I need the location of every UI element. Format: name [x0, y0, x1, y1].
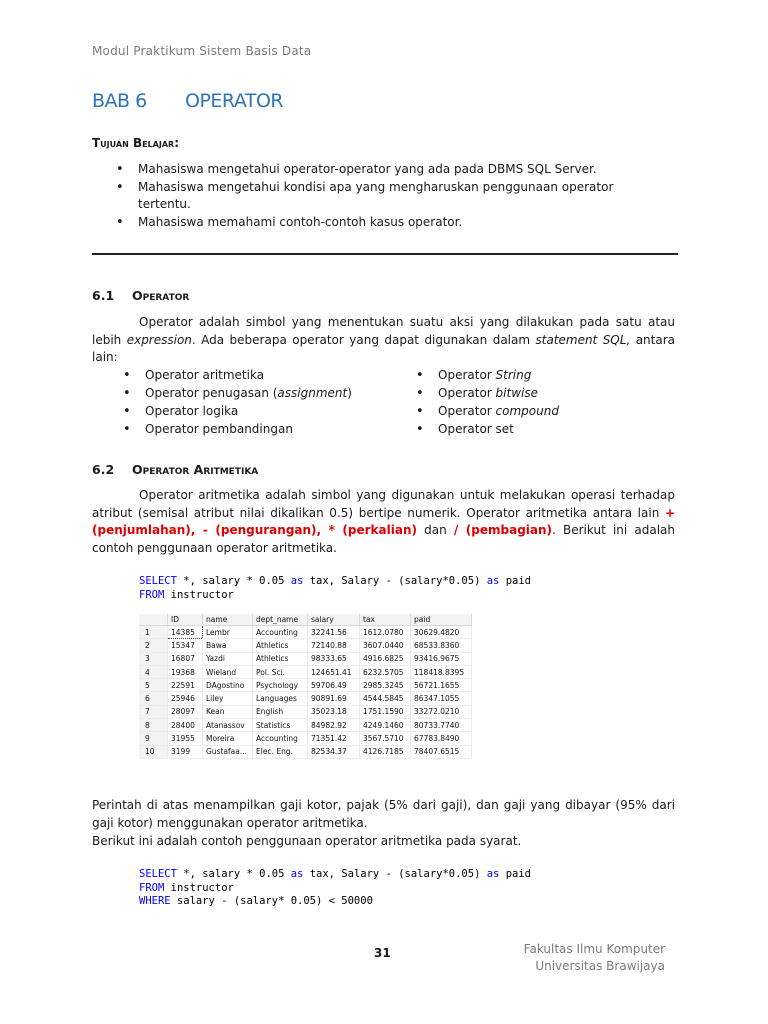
list-item: • Operator aritmetika: [123, 367, 383, 384]
table-cell: 15347: [168, 639, 203, 652]
table-cell: Moreira: [203, 732, 253, 745]
table-cell: Accounting: [253, 626, 308, 639]
sql-code-block-2: [139, 868, 531, 909]
table-row: [139, 639, 472, 652]
text-run: / (pembagian): [453, 523, 553, 537]
table-cell: 1612.0780: [360, 626, 411, 639]
code-keyword: as: [290, 575, 304, 587]
table-row: [139, 679, 472, 692]
table-cell: 71351.42: [308, 732, 360, 745]
code-keyword: SELECT: [139, 575, 177, 587]
table-row: [139, 652, 472, 665]
table-cell: 90891.69: [308, 692, 360, 705]
column-header: [139, 614, 168, 626]
table-cell: 84982.92: [308, 719, 360, 732]
column-header: tax: [360, 614, 411, 626]
list-item: • Operator logika: [123, 403, 383, 420]
table-row: [139, 626, 472, 639]
result-header-row: [139, 614, 472, 626]
row-number-cell: 8: [139, 719, 168, 732]
code-keyword: as: [290, 868, 304, 880]
text-run: Operator adalah simbol yang menentukan suatu aksi yang dilakukan pada satu atau lebih: [92, 315, 675, 347]
list-item: • Operator pembandingan: [123, 421, 383, 438]
row-number-cell: 10: [139, 745, 168, 758]
table-cell: 124651.41: [308, 665, 360, 678]
table-cell: Lembr: [203, 626, 253, 639]
table-cell: 68533.8360: [411, 639, 472, 652]
list-item: • Mahasiswa mengetahui kondisi apa yang mengharuskan penggunaan operator tertentu.: [116, 179, 636, 213]
code-keyword: FROM: [139, 881, 165, 894]
list-item: [416, 367, 656, 384]
code-keyword: as: [486, 575, 500, 587]
operator-list-right: [416, 367, 656, 439]
list-item: [416, 421, 656, 438]
text-run: Operator aritmetika adalah simbol yang digunakan untuk melakukan operasi terhadap atribut (semisal atribut nilai dikalikan 0.5) bertipe numerik. Operator aritmetika antara lain: [92, 488, 675, 520]
table-cell: 67783.8490: [411, 732, 472, 745]
row-number-cell: 6: [139, 692, 168, 705]
table-cell: 28097: [168, 705, 203, 718]
column-header: salary: [308, 614, 360, 626]
running-header: Modul Praktikum Sistem Basis Data: [92, 44, 312, 58]
table-cell: Languages: [253, 692, 308, 705]
table-cell: Bawa: [203, 639, 253, 652]
column-header: dept_name: [253, 614, 308, 626]
table-cell: Athletics: [253, 652, 308, 665]
table-cell: 4916.6825: [360, 652, 411, 665]
code-text: *, salary * 0.05: [176, 868, 291, 880]
code-keyword: FROM: [139, 588, 165, 601]
section-heading-6-2: [92, 462, 258, 477]
table-cell: 86347.1055: [411, 692, 472, 705]
table-cell: 56721.1655: [411, 679, 472, 692]
footer-institution: [524, 941, 665, 975]
objectives-list: [116, 161, 636, 232]
row-number-cell: 7: [139, 705, 168, 718]
list-item: [416, 403, 656, 420]
row-number-cell: 5: [139, 679, 168, 692]
table-row: [139, 665, 472, 678]
code-text: instructor: [164, 588, 234, 601]
text-run: + (penjumlahan), - (pengurangan), * (perkalian): [92, 505, 675, 537]
section-divider: [92, 253, 678, 255]
condition-intro-paragraph: Berikut ini adalah contoh penggunaan operator aritmetika pada syarat.: [92, 834, 522, 848]
table-row: [139, 719, 472, 732]
code-keyword: SELECT: [139, 868, 177, 880]
table-cell: 93416.9675: [411, 652, 472, 665]
table-cell: 22591: [168, 679, 203, 692]
table-cell: 72140.88: [308, 639, 360, 652]
code-text: instructor: [164, 881, 234, 894]
text-run: antara lain:: [92, 332, 675, 364]
table-cell: Elec. Eng.: [253, 745, 308, 758]
row-number-cell: 3: [139, 652, 168, 665]
table-cell: Athletics: [253, 639, 308, 652]
text-run: statement SQL,: [535, 332, 631, 347]
table-row: [139, 732, 472, 745]
code-text: salary - (salary* 0.05) < 50000: [170, 895, 373, 907]
row-number-cell: 9: [139, 732, 168, 745]
table-cell: 2985.3245: [360, 679, 411, 692]
column-header: paid: [411, 614, 472, 626]
text-run: String: [495, 368, 532, 382]
code-text: tax, Salary - (salary*0.05): [303, 868, 487, 880]
table-row: [139, 745, 472, 758]
text-run: expression: [126, 332, 192, 347]
table-cell: 19368: [168, 665, 203, 678]
table-cell: 3199: [168, 745, 203, 758]
table-cell: Atanassov: [203, 719, 253, 732]
operator-intro-paragraph: [92, 314, 675, 367]
chapter-title: OPERATOR: [185, 90, 284, 112]
row-number-cell: 1: [139, 626, 168, 639]
table-cell: 4126.7185: [360, 745, 411, 758]
text-run: . Ada beberapa operator yang dapat digunakan dalam: [191, 332, 536, 347]
query-result-grid: [139, 614, 472, 759]
table-cell: 4544.5845: [360, 692, 411, 705]
table-cell: 98333.65: [308, 652, 360, 665]
list-item: [123, 385, 383, 402]
table-cell: 16807: [168, 652, 203, 665]
row-number-cell: 4: [139, 665, 168, 678]
code-text: paid: [499, 575, 531, 587]
section-title: Operator Aritmetika: [132, 462, 259, 477]
text-run: assignment: [277, 386, 348, 400]
text-run: bitwise: [495, 386, 538, 400]
sql-code-block-1: [139, 575, 531, 602]
table-cell: 1751.1590: [360, 705, 411, 718]
table-cell: 4249.1460: [360, 719, 411, 732]
list-item: [416, 385, 656, 402]
table-cell: Kean: [203, 705, 253, 718]
row-number-cell: 2: [139, 639, 168, 652]
code-keyword: WHERE: [139, 895, 171, 907]
list-item: • Mahasiswa memahami contoh-contoh kasus operator.: [116, 214, 636, 231]
operator-list-left: [123, 367, 383, 439]
table-cell: 32241.56: [308, 626, 360, 639]
table-cell: 118418.8395: [411, 665, 472, 678]
table-cell: Psychology: [253, 679, 308, 692]
section-number: 6.1: [92, 288, 115, 303]
text-run: ): [347, 386, 352, 400]
text-run: Operator: [438, 386, 496, 400]
table-cell: 33272.0210: [411, 705, 472, 718]
table-cell: 59706.49: [308, 679, 360, 692]
section-number: 6.2: [92, 462, 115, 477]
table-cell: 80733.7740: [411, 719, 472, 732]
column-header: ID: [168, 614, 203, 626]
table-cell: DAgostino: [203, 679, 253, 692]
objectives-title: Tujuan Belajar:: [92, 136, 179, 150]
table-row: [139, 692, 472, 705]
code-text: *, salary * 0.05: [176, 575, 291, 587]
table-cell: Statistics: [253, 719, 308, 732]
table-cell: 31955: [168, 732, 203, 745]
code-text: tax, Salary - (salary*0.05): [303, 575, 487, 587]
table-cell: 6232.5705: [360, 665, 411, 678]
column-header: name: [203, 614, 253, 626]
table-row: [139, 705, 472, 718]
text-run: dan: [416, 523, 454, 537]
table-cell: Pol. Sci.: [253, 665, 308, 678]
table-cell: Yazdi: [203, 652, 253, 665]
text-run: Operator set: [438, 422, 514, 436]
table-cell: Wieland: [203, 665, 253, 678]
section-heading-6-1: [92, 288, 189, 303]
table-cell: 3567.5710: [360, 732, 411, 745]
table-cell: 14385: [168, 626, 203, 639]
section-title: Operator: [132, 288, 190, 303]
table-cell: Liley: [203, 692, 253, 705]
text-run: Operator: [438, 404, 496, 418]
table-cell: 28400: [168, 719, 203, 732]
table-cell: Gustafaa...: [203, 745, 253, 758]
footer-university: Universitas Brawijaya: [535, 959, 665, 973]
table-cell: 78407.6515: [411, 745, 472, 758]
chapter-number: BAB 6: [92, 90, 147, 112]
table-cell: English: [253, 705, 308, 718]
result-explanation-paragraph: Perintah di atas menampilkan gaji kotor, pajak (5% dari gaji), dan gaji yang dibayar (95% dari gaji kotor) menggunakan operator aritmetika.: [92, 798, 675, 830]
text-run: Operator: [438, 368, 496, 382]
table-cell: 25946: [168, 692, 203, 705]
footer-faculty: Fakultas Ilmu Komputer: [523, 942, 665, 956]
table-cell: Accounting: [253, 732, 308, 745]
arithmetic-intro-paragraph: [92, 487, 675, 557]
page-number: 31: [374, 946, 391, 960]
list-item: • Mahasiswa mengetahui operator-operator yang ada pada DBMS SQL Server.: [116, 161, 636, 178]
text-run: Operator penugasan (: [145, 386, 278, 400]
table-cell: 82534.37: [308, 745, 360, 758]
code-text: paid: [499, 868, 531, 880]
table-cell: 30629.4820: [411, 626, 472, 639]
text-run: compound: [495, 404, 559, 418]
text-run: . Berikut ini adalah contoh penggunaan operator aritmetika.: [92, 523, 675, 555]
table-cell: 3607.0440: [360, 639, 411, 652]
table-cell: 35023.18: [308, 705, 360, 718]
chapter-heading: [92, 90, 283, 112]
code-keyword: as: [486, 868, 500, 880]
